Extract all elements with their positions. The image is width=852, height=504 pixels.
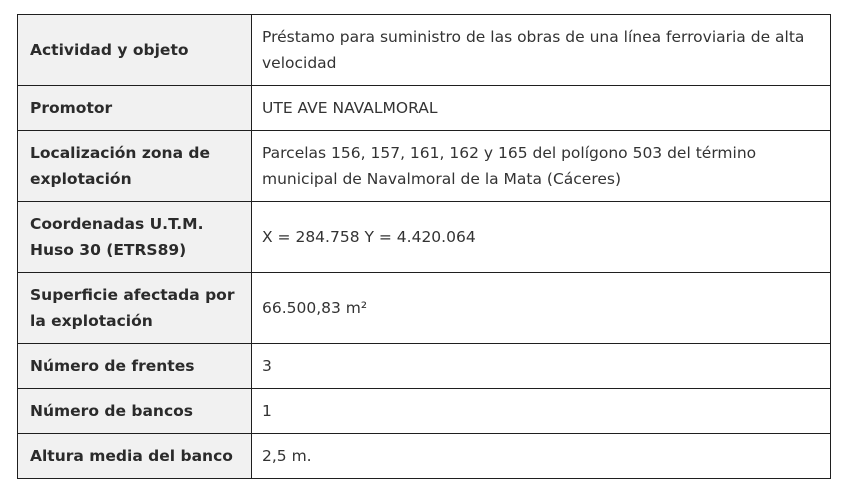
table-row [18, 15, 831, 86]
info-table-container [17, 14, 831, 479]
row-label: Localización zona de explotación [18, 131, 252, 202]
row-value: 1 [252, 389, 831, 434]
row-value: 2,5 m. [252, 434, 831, 479]
row-label: Superficie afectada por la explotación [18, 273, 252, 344]
row-label: Altura media del banco [18, 434, 252, 479]
project-info-table [17, 14, 831, 479]
table-row [18, 273, 831, 344]
table-row [18, 86, 831, 131]
table-row [18, 389, 831, 434]
row-value: UTE AVE NAVALMORAL [252, 86, 831, 131]
row-value: 66.500,83 m² [252, 273, 831, 344]
row-label: Número de frentes [18, 344, 252, 389]
row-label: Número de bancos [18, 389, 252, 434]
table-row [18, 434, 831, 479]
row-value: Parcelas 156, 157, 161, 162 y 165 del polígono 503 del término municipal de Navalmoral de la Mata (Cáceres) [252, 131, 831, 202]
row-value: Préstamo para suministro de las obras de una línea ferroviaria de alta velocidad [252, 15, 831, 86]
row-label: Actividad y objeto [18, 15, 252, 86]
row-label: Coordenadas U.T.M. Huso 30 (ETRS89) [18, 202, 252, 273]
row-value: X = 284.758 Y = 4.420.064 [252, 202, 831, 273]
table-row [18, 344, 831, 389]
row-label: Promotor [18, 86, 252, 131]
table-row [18, 202, 831, 273]
row-value: 3 [252, 344, 831, 389]
table-row [18, 131, 831, 202]
